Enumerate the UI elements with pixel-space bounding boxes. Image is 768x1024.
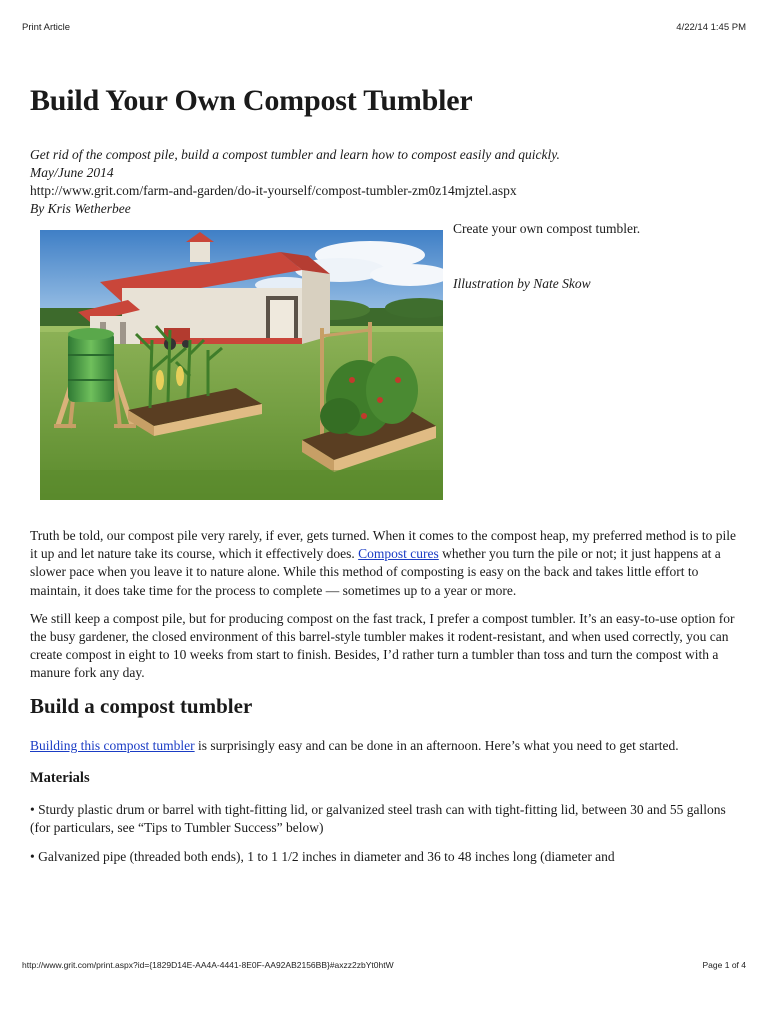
section-heading-build: Build a compost tumbler (30, 693, 253, 718)
materials-bullet-1: • Sturdy plastic drum or barrel with tight-fitting lid, or galvanized steel trash can with tight-fitting lid, between 30 and 55 gallons (for particulars, see “Tips to Tumbler Success” below) (30, 802, 726, 836)
print-header-title: Print Article (22, 22, 71, 33)
materials-bullet-2: • Galvanized pipe (threaded both ends), 1 to 1 1/2 inches in diameter and 36 to 48 inches long (diameter and (30, 848, 615, 864)
print-header-timestamp: 4/22/14 1:45 PM (676, 22, 746, 33)
print-footer-url: http://www.grit.com/print.aspx?id={1829D14E-AA4A-4441-8E0F-AA92AB2156BB}#axzz2zbYt0htW (22, 960, 394, 970)
page-number: Page 1 of 4 (702, 960, 746, 970)
article-meta (30, 146, 740, 218)
article-subtitle: Get rid of the compost pile, build a compost tumbler and learn how to compost easily and quickly. (30, 147, 560, 162)
paragraph-1-text-start: Truth be told, our compost pile very rarely, if ever, gets turned. When it comes to the compost heap, my preferred method is to pile it up and let nature take its course, which it effectively does. (30, 528, 737, 562)
section-heading-materials: Materials (30, 770, 90, 787)
paragraph-3-text: is surprisingly easy and can be done in an afternoon. Here’s what you need to get started. (194, 737, 679, 753)
article-issue: May/June 2014 (30, 165, 114, 180)
paragraph-1 (30, 527, 742, 600)
article-byline: By Kris Wetherbee (30, 201, 131, 216)
paragraph-3 (30, 737, 742, 755)
article-url: http://www.grit.com/farm-and-garden/do-it-yourself/compost-tumbler-zm0z14mjztel.aspx (30, 183, 517, 198)
article-title: Build Your Own Compost Tumbler (30, 84, 473, 117)
compost-cures-link[interactable]: Compost cures (358, 546, 439, 562)
paragraph-2: We still keep a compost pile, but for producing compost on the fast track, I prefer a compost tumbler. It’s an easy-to-use option for the busy gardener, the closed environment of this barrel-style tumbler makes it rodent-resistant, and when used correctly, you can create compost in eight to 10 weeks from start to finish. Besides, I’d rather turn a tumbler than toss and turn the compost with a manure fork any day. (30, 610, 735, 681)
article-body (30, 527, 742, 876)
figure-caption-block (453, 220, 743, 330)
compost-tumbler-illustration (40, 230, 443, 500)
paragraph-1-text-end: whether you turn the pile or not; it just happens at a slower pace when you leave it to nature alone. While this method of composting is easy on the back and takes little effort to maintain, it does take time for the process to complete — sometimes up to a year or more. (30, 546, 721, 598)
figure-caption: Create your own compost tumbler. (453, 221, 641, 236)
figure-credit: Illustration by Nate Skow (453, 276, 591, 291)
building-tumbler-link[interactable]: Building this compost tumbler (30, 737, 195, 753)
